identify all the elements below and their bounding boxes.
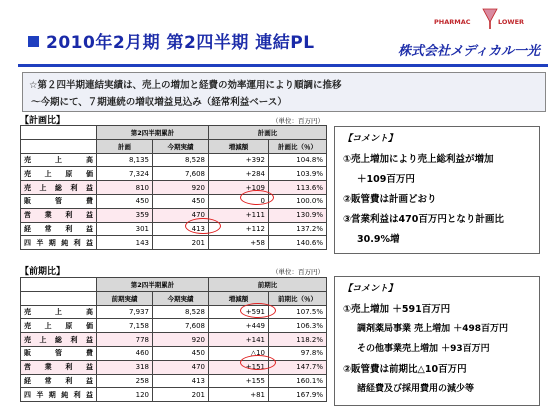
- prior-group-header-cumulative: 第2四半期累計: [97, 278, 209, 292]
- value-cell: 920: [153, 181, 209, 195]
- plan-comment-line: ②販管費は計画どおり: [343, 194, 437, 205]
- value-cell: 450: [153, 194, 209, 208]
- highlight-circle-gross-profit-change: [240, 190, 274, 205]
- plan-group-header-comparison: 計画比: [209, 126, 327, 140]
- value-cell: 318: [97, 360, 153, 374]
- value-cell: +141: [209, 333, 269, 347]
- table-row: [21, 167, 327, 181]
- prior-comment-line: 調剤薬局事業 売上増加 ＋498百万円: [357, 324, 509, 334]
- value-cell: 140.6%: [269, 236, 327, 250]
- prior-table: [20, 277, 327, 402]
- table-row: [21, 305, 327, 319]
- table-row: [21, 208, 327, 222]
- value-cell: +449: [209, 319, 269, 333]
- table-row: [21, 236, 327, 250]
- row-label-cell: 売上原価: [21, 167, 97, 181]
- table-row: [21, 153, 327, 167]
- prior-comment-title: 【コメント】: [343, 284, 398, 294]
- prior-col-header: 増減額: [209, 291, 269, 305]
- plan-col-header: 計画: [97, 139, 153, 153]
- value-cell: 470: [153, 208, 209, 222]
- value-cell: 8,528: [153, 305, 209, 319]
- prior-group-header-comparison: 前期比: [209, 278, 327, 292]
- prior-comment-line: その他事業売上増加 ＋93百万円: [357, 344, 490, 354]
- value-cell: 143: [97, 236, 153, 250]
- value-cell: 0: [209, 194, 269, 208]
- highlight-circle-sga-change: [240, 355, 276, 370]
- value-cell: 201: [153, 388, 209, 402]
- plan-col-header: 今期実績: [153, 139, 209, 153]
- title-bullet: [28, 36, 39, 47]
- row-label-cell: 売上総利益: [21, 333, 97, 347]
- plan-comment-line: ①売上増加により売上総利益が増加: [343, 154, 494, 165]
- plan-comment-line: ③営業利益は470百万円となり計画比: [343, 214, 504, 225]
- value-cell: +109: [209, 181, 269, 195]
- plan-col-header: 計画比（％）: [269, 139, 327, 153]
- value-cell: 113.6%: [269, 181, 327, 195]
- value-cell: 810: [97, 181, 153, 195]
- header-blank-cell: [21, 139, 97, 153]
- plan-table: [20, 125, 327, 250]
- value-cell: 137.2%: [269, 222, 327, 236]
- value-cell: 8,135: [97, 153, 153, 167]
- header-blank-cell: [21, 291, 97, 305]
- value-cell: 778: [97, 333, 153, 347]
- table-row: [21, 181, 327, 195]
- page-title: 2010年2月期 第2四半期 連結PL: [46, 33, 315, 53]
- table-row: [21, 346, 327, 360]
- row-label-cell: 販管費: [21, 346, 97, 360]
- logo-text-right: LOWER: [498, 18, 525, 26]
- table-row: [21, 222, 327, 236]
- value-cell: 301: [97, 222, 153, 236]
- row-label-cell: 営業利益: [21, 360, 97, 374]
- table-row: [21, 374, 327, 388]
- plan-col-header: 増減額: [209, 139, 269, 153]
- value-cell: 920: [153, 333, 209, 347]
- row-label-cell: 営業利益: [21, 208, 97, 222]
- plan-comment-title: 【コメント】: [343, 134, 398, 144]
- table-row: [21, 360, 327, 374]
- table-row: [21, 194, 327, 208]
- row-label-cell: 四半期純利益: [21, 388, 97, 402]
- header-divider: [18, 64, 548, 67]
- value-cell: 97.8%: [269, 346, 327, 360]
- value-cell: 470: [153, 360, 209, 374]
- row-label-cell: 売上総利益: [21, 181, 97, 195]
- row-label-cell: 四半期純利益: [21, 236, 97, 250]
- plan-comment-line: ＋109百万円: [357, 174, 415, 185]
- value-cell: 413: [153, 222, 209, 236]
- value-cell: 258: [97, 374, 153, 388]
- value-cell: 359: [97, 208, 153, 222]
- header-blank-cell: [21, 126, 97, 140]
- value-cell: +112: [209, 222, 269, 236]
- value-cell: 104.8%: [269, 153, 327, 167]
- value-cell: +591: [209, 305, 269, 319]
- value-cell: △10: [209, 346, 269, 360]
- value-cell: 7,937: [97, 305, 153, 319]
- prior-comment-panel: [334, 276, 540, 406]
- value-cell: 8,528: [153, 153, 209, 167]
- row-label-cell: 販管費: [21, 194, 97, 208]
- value-cell: 130.9%: [269, 208, 327, 222]
- row-label-cell: 売上高: [21, 305, 97, 319]
- prior-section-label: 【前期比】: [20, 267, 66, 277]
- value-cell: 147.7%: [269, 360, 327, 374]
- prior-col-header: 前期実績: [97, 291, 153, 305]
- table-row: [21, 388, 327, 402]
- value-cell: 107.5%: [269, 305, 327, 319]
- prior-comment-line: ②販管費は前期比△10百万円: [343, 364, 467, 375]
- prior-col-header: 前期比（％）: [269, 291, 327, 305]
- value-cell: 103.9%: [269, 167, 327, 181]
- summary-line-1: ☆第２四半期連結実績は、売上の増加と経費の効率運用により順調に推移: [29, 80, 342, 91]
- value-cell: 7,324: [97, 167, 153, 181]
- row-label-cell: 売上高: [21, 153, 97, 167]
- value-cell: +58: [209, 236, 269, 250]
- value-cell: 118.2%: [269, 333, 327, 347]
- value-cell: 201: [153, 236, 209, 250]
- value-cell: 7,608: [153, 319, 209, 333]
- prior-unit-label: （単位：百万円）: [272, 268, 324, 276]
- prior-comment-line: ①売上増加 ＋591百万円: [343, 304, 451, 315]
- plan-comment-line: 30.9%増: [357, 234, 400, 245]
- prior-col-header: 今期実績: [153, 291, 209, 305]
- value-cell: 450: [97, 194, 153, 208]
- value-cell: +284: [209, 167, 269, 181]
- summary-line-2: ～今期にて、７期連続の増収増益見込み（経常利益ベース）: [31, 97, 287, 108]
- plan-group-header-cumulative: 第2四半期累計: [97, 126, 209, 140]
- row-label-cell: 経常利益: [21, 222, 97, 236]
- logo-mark-icon: [482, 8, 498, 30]
- value-cell: 167.9%: [269, 388, 327, 402]
- value-cell: +151: [209, 360, 269, 374]
- value-cell: 7,608: [153, 167, 209, 181]
- table-row: [21, 319, 327, 333]
- value-cell: +392: [209, 153, 269, 167]
- value-cell: 460: [97, 346, 153, 360]
- company-name: 株式会社メディカル一光: [398, 44, 540, 59]
- row-label-cell: 経常利益: [21, 374, 97, 388]
- highlight-circle-operating-income: [185, 218, 221, 234]
- logo-text-left: PHARMAC: [434, 18, 471, 26]
- plan-unit-label: （単位：百万円）: [272, 117, 324, 125]
- value-cell: +81: [209, 388, 269, 402]
- value-cell: +111: [209, 208, 269, 222]
- plan-section-label: 【計画比】: [20, 116, 66, 126]
- highlight-circle-sales-change: [240, 303, 276, 318]
- value-cell: 120: [97, 388, 153, 402]
- row-label-cell: 売上原価: [21, 319, 97, 333]
- prior-comment-line: 諸経費及び採用費用の減少等: [357, 384, 475, 394]
- value-cell: 7,158: [97, 319, 153, 333]
- value-cell: 450: [153, 346, 209, 360]
- plan-comment-panel: [334, 126, 540, 254]
- header-blank-cell: [21, 278, 97, 292]
- value-cell: 100.0%: [269, 194, 327, 208]
- table-row: [21, 333, 327, 347]
- value-cell: 413: [153, 374, 209, 388]
- value-cell: 160.1%: [269, 374, 327, 388]
- value-cell: 106.3%: [269, 319, 327, 333]
- summary-box: [22, 72, 546, 112]
- value-cell: +155: [209, 374, 269, 388]
